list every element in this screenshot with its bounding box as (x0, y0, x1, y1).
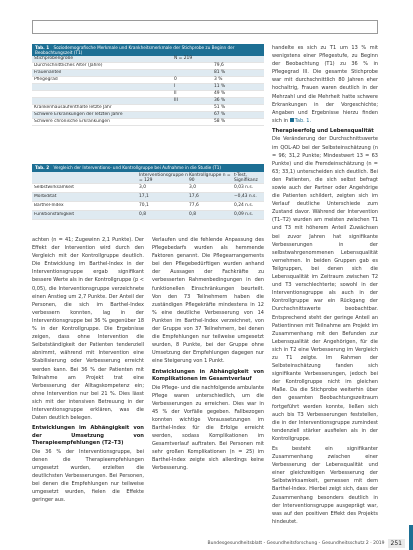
table-reference-link[interactable]: Tab. 1. (294, 117, 312, 124)
body-column-middle (152, 236, 264, 528)
table-row: Frauenanteil 81 % (32, 70, 264, 77)
table-1 (32, 44, 264, 126)
paragraph: Verlaufen und die fehlende Anpassung des Pflegebedarfs wurden als hemmende Faktoren genannt. Die Pflegearrangements bei den Pflegebedürftigen wurden anhand der Aussagen der Fachkräfte zu verbesserten Rahmenbedingungen in den funktionellen Einschränkungen beurteilt. Von den 73 Teilnehmern haben die zuständigen Pflegekräfte mindestens in 12 % eine deutliche Verbesserung von 14 Punkten im Barthel-Index verzeichnet, von der Gruppe von 37 Teilnehmern, bei denen die Empfehlungen nur teilweise umgesetzt wurden, 8 Punkte, bei der Gruppe ohne Umsetzung der Empfehlungen dagegen nur eine Steigerung von 1 Punkt. (152, 237, 264, 365)
table-row: Stichprobengröße N = 219 (32, 56, 264, 63)
journal-name: Bundesgesundheitsblatt - Gesundheitsforschung - Gesundheitsschutz 2 · 2019 (207, 541, 385, 546)
table-row: Morbidität 17,1 17,6 −0,43 n.s. (32, 193, 264, 202)
table-row: Barthel-Index 70,1 77,6 0,24 n.s. (32, 202, 264, 211)
table-1-title: Soziodemografische Merkmale und Krankheitsmerkmale der Stichprobe zu Beginn der Beobachtungszeit (T1) (35, 45, 235, 55)
table-2-caption (32, 164, 264, 172)
page-number: 251 (388, 539, 405, 548)
paragraph: Die 36 % der Interventionsgruppe, bei denen die Therapieempfehlungen umgesetzt wurden, erzielten die deutlichsten Verbesserungen. Bei Personen, bei denen die Empfehlungen nur teilweise umgesetzt wurden, fielen die Effekte geringer aus. (32, 448, 144, 504)
table-2-title: Vergleich der Interventions- und Kontrollgruppe bei Aufnahme in die Studie (T1) (53, 165, 222, 170)
paragraph: achten (n = 41; Zugewinn 2,1 Punkte). Der Effekt der Intervention wird durch den Vergleich mit der Kontrollgruppe deutlich. Die Entwicklung im Barthel-Index in der Interventionsgruppe ergab signifikant bessere Werte als in der Kontrollgruppe (p < 0,05), die Interventionsgruppe verzeichnete einen Anstieg um 2,7 Punkte. Der Anteil der Personen, die sich im Barthel-Index verbessern konnten, lag in der Interventionsgruppe bei 36 % gegenüber 18 % in der Kontrollgruppe. Die Ergebnisse zeigen, dass ohne Intervention die Selbstständigkeit der Patienten tendenziell abnimmt, während mit Intervention eine Stabilisierung oder Verbesserung erreicht werden kann. Bei 36 % der Patienten mit Teilnahme am Projekt trat eine Verbesserung der Alltagskompetenz ein; ohne Intervention nur bei 21 %. Dies lässt sich mit der intensiven Betreuung in der Interventionsgruppe erklären, was die Daten deutlich belegen. (32, 237, 144, 422)
table-row: III 36 % (32, 98, 264, 105)
table-header-row: Interventionsgruppe n = 129 Kontrollgruppe n = 90 t-Test, Signifikanz (32, 172, 264, 184)
table-row: Durchschnittliches Alter (Jahre) 79,6 (32, 63, 264, 70)
edge-marker (409, 525, 413, 550)
table-1-label: Tab. 1 (35, 45, 50, 50)
paragraph: handelte es sich zu T1 um 13 % mit wenigstens einer Pflegestufe, zu Beginn der Beobachtung (T1) zu 36 % in Pflegegrad III. Die gesamte Stichprobe war mit durchschnittlich 80 Jahren eher hochaltrig, Frauen waren deutlich in der Mehrzahl und die Mehrheit hatte schwere Erkrankungen in der Vorgeschichte; Angaben und Ergebnisse hierzu finden sich in Tab. 1. (272, 45, 378, 124)
table-row: Pflegegrad 0 3 % (32, 77, 264, 84)
table-2-label: Tab. 2 (35, 165, 50, 170)
section-heading: Entwicklungen in Abhängigkeit von Komplikationen im Gesamtverlauf (152, 368, 264, 382)
table-row: Schwere Erkrankungen der letzten Jahre 67 % (32, 112, 264, 119)
section-heading: Entwicklungen im Abhängigkeit von der Umsetzung von Therapieempfehlungen (T2–T3) (32, 425, 144, 447)
paragraph: Es besteht ein signifikanter Zusammenhang zwischen einer Verbesserung der Lebensqualität und einer gleichzeitigen Verbesserung der Selbstwirksamkeit, gemessen mit dem Barthel-Index. Hierbei zeigt sich, dass der Zusammenhang besonders deutlich in der Interventionsgruppe ausgeprägt war, was auf den positiven Effekt des Projekts hindeutet. (272, 446, 378, 525)
page-footer (208, 539, 405, 548)
table-row: Funktionsfähigkeit 0,8 0,8 0,09 n.s. (32, 211, 264, 220)
table-ref-icon (290, 118, 294, 122)
section-heading: Therapieerfolg und Lebensqualität (272, 127, 374, 134)
table-row: II 49 % (32, 91, 264, 98)
paragraph: Die Veränderung der Durchschnittswerte im QOL-AD bei der Selbsteinschätzung (n = 96; 31,2 Punkte; Mindestwert 13 = 63 Punkte) und die Fremdeinschätzung (n = 63; 33,1) unterscheiden sich deutlich. Bei den Patienten, die sich selbst befragt sowie auch der Partner oder Angehörige die Patienten schildert, zeigten sich im Verlauf deutliche Unterschiede zum Zustand davor. Während der Intervention (T1–T2) wurden am meisten zwischen T1 und T3 mit höherem Anteil Zuwächsen bei zuvor Jahren hat signifikante Verbesserungen in der selbstwahrgenommenen Lebensqualität vernehmen. In beiden Gruppen gab es Teilgruppen, bei denen sich die Lebensqualität im Zeitraum zwischen T2 und T3 verschlechterte; sowohl in der Interventionsgruppe als auch in der Kontrollgruppe war ein Rückgang der Durchschnittswerte beobachtbar. Entsprechend steht der geringe Anteil an Patientinnen mit Teilnahme am Projekt im Zusammenhang mit den Befunden zur Lebensqualität der Angehörigen, für die sich in T2 eine Verbesserung im Vergleich zu T1 zeigte. Im Rahmen der Selbsteinschätzung fanden sich signifikante Verbesserungen, jedoch bei der Kontrollgruppe nicht im gleichen Maße. Da die Stichprobe weiterhin über den gesamten Beobachtungszeitraum fortgeführt werden konnte, ließen sich auch bis T3 Verbesserungen feststellen, die in der Interventionsgruppe zumindest tendenziell stärker ausfielen als in der Kontrollgruppe. (272, 136, 378, 442)
table-row: I 11 % (32, 84, 264, 91)
table-1-caption (32, 44, 264, 56)
body-column-right (272, 44, 378, 528)
table-2 (32, 164, 264, 220)
body-column-left (32, 236, 144, 528)
table-row: Krankenhausaufenthalte letzte Jahr 51 % (32, 105, 264, 112)
table-row: Selbstwirksamkeit 3,0 3,0 0,03 n.s. (32, 184, 264, 193)
running-header-box (32, 20, 378, 34)
paragraph: Die Pflege- und die nachfolgende ambulante Pflege waren unterschiedlich, um die Verbesserungen zu erreichen. Dies war in 45 % der Vorfälle gegeben. Fallbezogen konnten wichtige Voraussetzungen im Barthel-Index für die Erfolge erreicht werden, sodass Komplikationen im Gesamtverlauf auftraten. Bei Personen mit sehr großen Komplikationen (n = 25) im Barthel-Index zeigte sich allerdings keine Verbesserung. (152, 384, 264, 472)
table-row: Schwere chronische Erkrankungen 58 % (32, 119, 264, 126)
